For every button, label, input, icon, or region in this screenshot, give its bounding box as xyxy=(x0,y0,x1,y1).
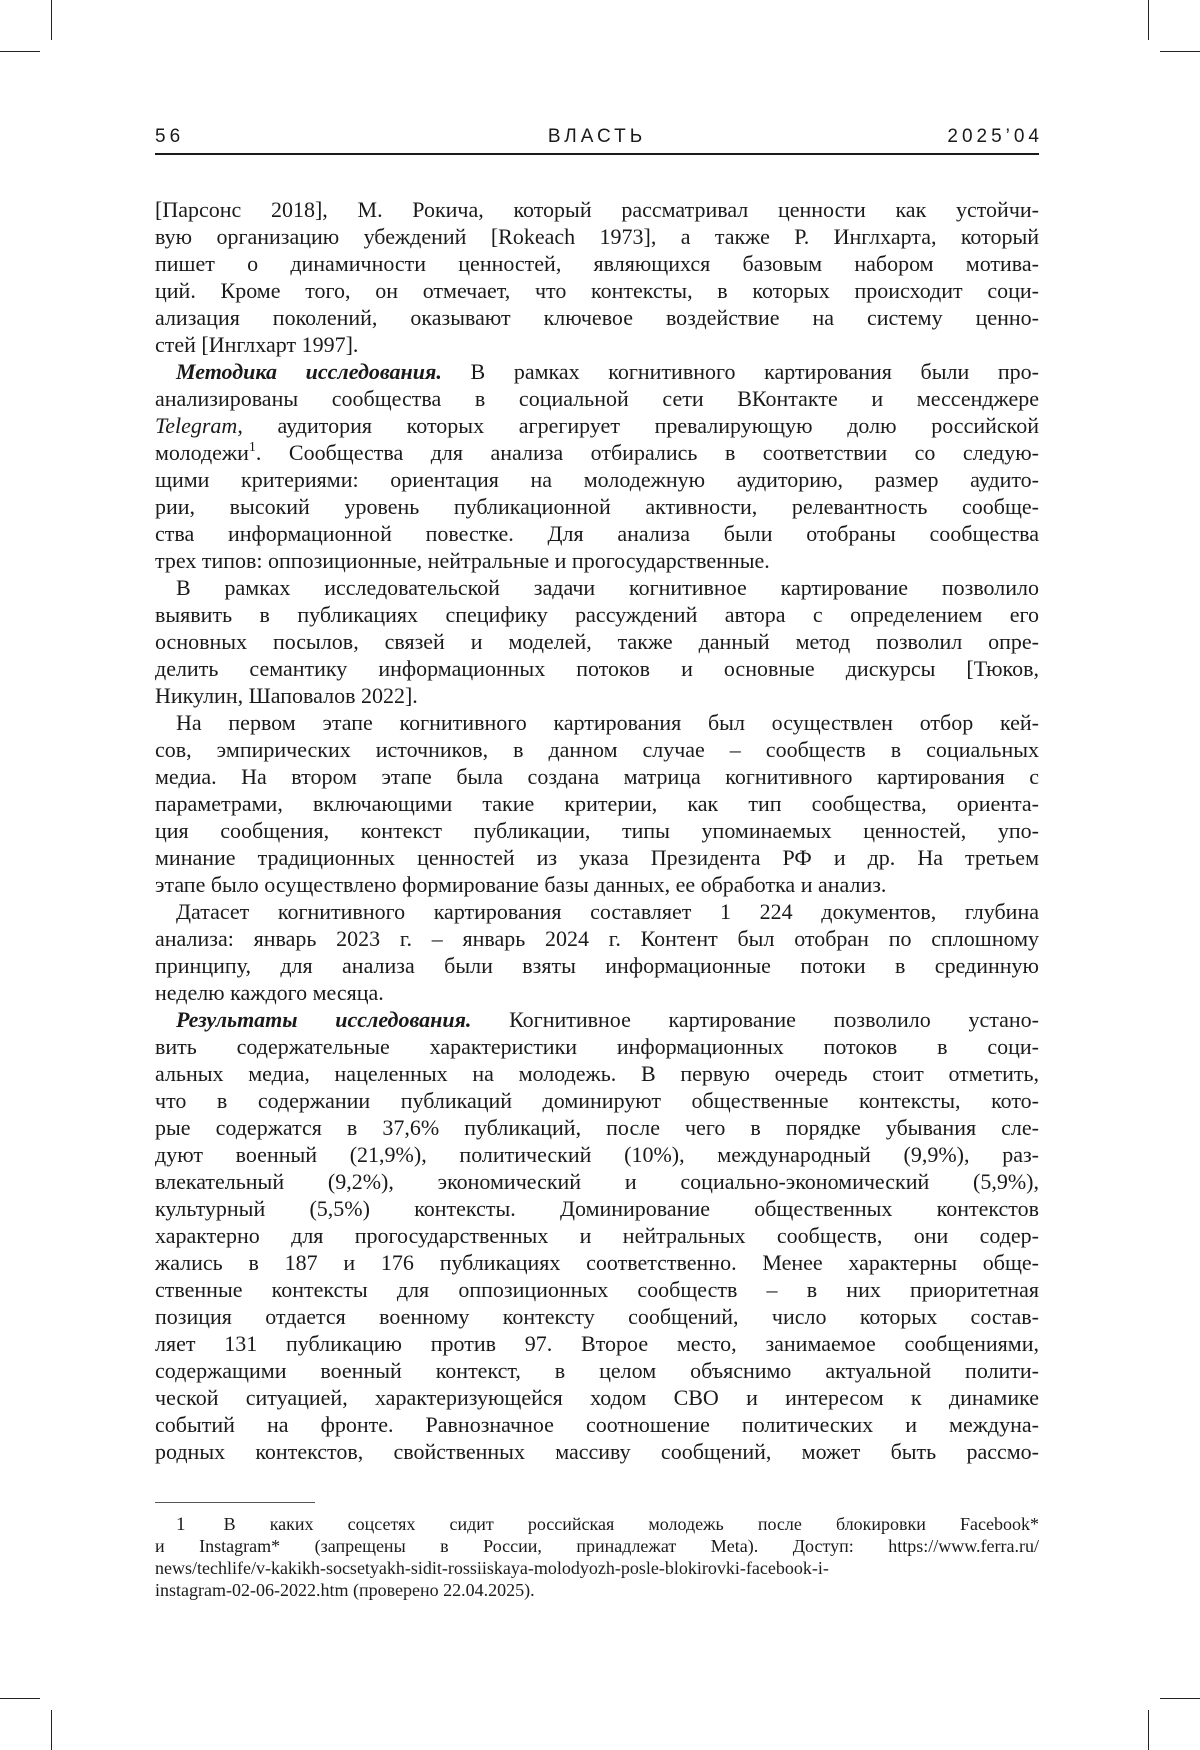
text-line: анализированы сообщества в социальной сети ВКонтакте и мессенджере xyxy=(155,385,1039,412)
text-line: ляет 131 публикацию против 97. Второе место, занимаемое сообщениями, xyxy=(155,1330,1039,1357)
text-line: дуют военный (21,9%), политический (10%), международный (9,9%), раз- xyxy=(155,1141,1039,1168)
text-line: рии, высокий уровень публикационной активности, релевантность сообще- xyxy=(155,493,1039,520)
text-line: В рамках исследовательской задачи когнитивное картирование позволило xyxy=(155,574,1039,601)
crop-mark-top-left xyxy=(0,51,40,52)
running-header xyxy=(155,126,1039,152)
footnote-line[interactable]: и Instagram* (запрещены в России, принадлежат Meta). Доступ: https://www.ferra.ru/ xyxy=(155,1535,1039,1557)
text-line: [Парсонс 2018], М. Рокича, который рассматривал ценности как устойчи- xyxy=(155,196,1039,223)
text-line: ция сообщения, контекст публикации, типы упоминаемых ценностей, упо- xyxy=(155,817,1039,844)
text-line: медиа. На втором этапе была создана матрица когнитивного картирования с xyxy=(155,763,1039,790)
text-line: принципу, для анализа были взяты информационные потоки в срединную xyxy=(155,952,1039,979)
crop-mark-bottom-right xyxy=(1160,1698,1200,1699)
crop-mark-bottom-left xyxy=(0,1698,40,1699)
paragraph-methodology xyxy=(155,358,1039,574)
text-line: культурный (5,5%) контексты. Доминирование общественных контекстов xyxy=(155,1195,1039,1222)
text-line: Датасет когнитивного картирования составляет 1 224 документов, глубина xyxy=(155,898,1039,925)
footnote-ref[interactable]: 1 xyxy=(249,440,256,455)
text-line: Никулин, Шаповалов 2022]. xyxy=(155,682,1039,709)
text-line: позиция отдается военному контексту сообщений, число которых состав- xyxy=(155,1303,1039,1330)
page-number: 56 xyxy=(155,126,184,148)
paragraph-1 xyxy=(155,196,1039,358)
crop-mark-bottom-right-v xyxy=(1148,1710,1149,1750)
issue-number: 2025’04 xyxy=(947,126,1043,148)
paragraph-4 xyxy=(155,709,1039,898)
text-line: Telegram, аудитория которых агрегирует превалирующую долю российской xyxy=(155,412,1039,439)
journal-title: ВЛАСТЬ xyxy=(155,126,1039,148)
text-line: характерно для прогосударственных и нейтральных сообществ, они содер- xyxy=(155,1222,1039,1249)
text-line: пишет о динамичности ценностей, являющихся базовым набором мотива- xyxy=(155,250,1039,277)
text-line: влекательный (9,2%), экономический и социально-экономический (5,9%), xyxy=(155,1168,1039,1195)
text-line: событий на фронте. Равнозначное соотношение политических и междуна- xyxy=(155,1411,1039,1438)
text-line: выявить в публикациях специфику рассуждений автора с определением его xyxy=(155,601,1039,628)
text-line: На первом этапе когнитивного картирования был осуществлен отбор кей- xyxy=(155,709,1039,736)
text-line: ственные контексты для оппозиционных сообществ – в них приоритетная xyxy=(155,1276,1039,1303)
text-line: делить семантику информационных потоков и основные дискурсы [Тюков, xyxy=(155,655,1039,682)
text-line: альных медиа, нацеленных на молодежь. В первую очередь стоит отметить, xyxy=(155,1060,1039,1087)
text-line: трех типов: оппозиционные, нейтральные и прогосударственные. xyxy=(155,547,1039,574)
paragraph-results xyxy=(155,1006,1039,1465)
text-line: Методика исследования. В рамках когнитивного картирования были про- xyxy=(155,358,1039,385)
text-line: рые содержатся в 37,6% публикаций, после чего в порядке убывания сле- xyxy=(155,1114,1039,1141)
text-line: ства информационной повестке. Для анализа были отобраны сообщества xyxy=(155,520,1039,547)
text-line: содержащими военный контекст, в целом объяснимо актуальной полити- xyxy=(155,1357,1039,1384)
text-line: молодежи1. Сообщества для анализа отбирались в соответствии со следую- xyxy=(155,439,1039,466)
crop-mark-top-left-v xyxy=(51,0,52,40)
text-line: анализа: январь 2023 г. – январь 2024 г. Контент был отобран по сплошному xyxy=(155,925,1039,952)
text-line: щими критериями: ориентация на молодежную аудиторию, размер аудито- xyxy=(155,466,1039,493)
paragraph-5 xyxy=(155,898,1039,1006)
footnote-line[interactable]: instagram-02-06-2022.htm (проверено 22.04.2025). xyxy=(155,1579,1039,1601)
text-line: ализация поколений, оказывают ключевое воздействие на систему ценно- xyxy=(155,304,1039,331)
header-rule xyxy=(155,153,1039,155)
text-line: неделю каждого месяца. xyxy=(155,979,1039,1006)
crop-mark-top-right xyxy=(1160,51,1200,52)
text-line: этапе было осуществлено формирование базы данных, ее обработка и анализ. xyxy=(155,871,1039,898)
text-line: минание традиционных ценностей из указа Президента РФ и др. На третьем xyxy=(155,844,1039,871)
text-line: стей [Инглхарт 1997]. xyxy=(155,331,1039,358)
text-line: параметрами, включающими такие критерии, как тип сообщества, ориента- xyxy=(155,790,1039,817)
text-line: сов, эмпирических источников, в данном случае – сообществ в социальных xyxy=(155,736,1039,763)
crop-mark-top-right-v xyxy=(1148,0,1149,40)
text-line: жались в 187 и 176 публикациях соответственно. Менее характерны обще- xyxy=(155,1249,1039,1276)
footnote-line: 1 В каких соцсетях сидит российская молодежь после блокировки Facebook* xyxy=(155,1513,1039,1535)
footnote-line[interactable]: news/techlife/v-kakikh-socsetyakh-sidit-rossiiskaya-molodyozh-posle-blokirovki-facebook-i- xyxy=(155,1557,1039,1579)
text-line: Результаты исследования. Когнитивное картирование позволило устано- xyxy=(155,1006,1039,1033)
footnote xyxy=(155,1513,1039,1601)
article-body xyxy=(155,196,1039,1465)
crop-mark-bottom-left-v xyxy=(51,1710,52,1750)
section-heading-results: Результаты исследования. xyxy=(176,1007,471,1032)
section-heading-methodology: Методика исследования. xyxy=(176,359,442,384)
footnote-number: 1 xyxy=(176,1514,190,1535)
text-line: что в содержании публикаций доминируют общественные контексты, кото- xyxy=(155,1087,1039,1114)
paragraph-3 xyxy=(155,574,1039,709)
text-line: ческой ситуацией, характеризующейся ходом СВО и интересом к динамике xyxy=(155,1384,1039,1411)
footnote-rule xyxy=(155,1502,315,1503)
text-line: вую организацию убеждений [Rokeach 1973], а также Р. Инглхарта, который xyxy=(155,223,1039,250)
text-line: вить содержательные характеристики информационных потоков в соци- xyxy=(155,1033,1039,1060)
text-line: основных посылов, связей и моделей, также данный метод позволил опре- xyxy=(155,628,1039,655)
text-line: ций. Кроме того, он отмечает, что контексты, в которых происходит соци- xyxy=(155,277,1039,304)
text-line: родных контекстов, свойственных массиву сообщений, может быть рассмо- xyxy=(155,1438,1039,1465)
